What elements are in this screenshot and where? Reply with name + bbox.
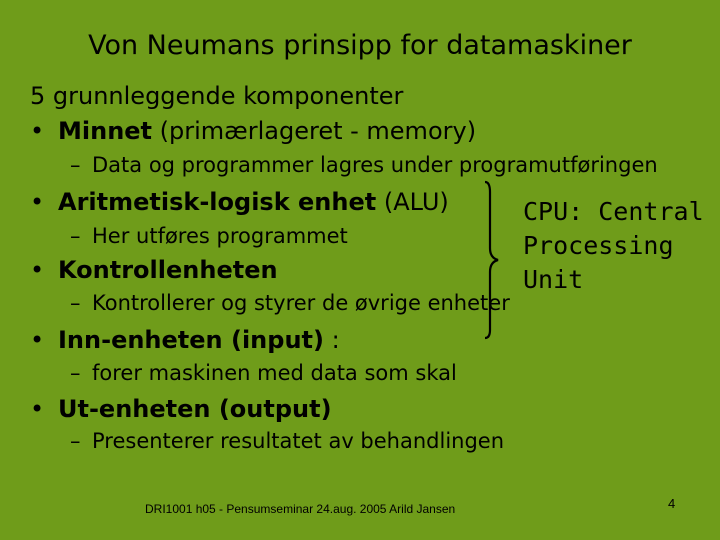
- sub-bullet-output: [70, 429, 504, 453]
- bullet-marker: •: [30, 117, 45, 145]
- sub-bullet-input: [70, 361, 457, 385]
- bullet-bold-text: Ut-enheten (output): [58, 395, 332, 423]
- bullet-marker: •: [30, 256, 45, 284]
- slide-title: Von Neumans prinsipp for datamaskiner: [88, 30, 632, 61]
- cpu-brace: [481, 180, 511, 340]
- intro-text: 5 grunnleggende komponenter: [30, 82, 404, 110]
- cpu-label: [523, 195, 704, 297]
- page-number: 4: [668, 496, 676, 511]
- sub-bullet-text: Her utføres programmet: [92, 224, 348, 248]
- bullet-item-alu: [30, 188, 449, 216]
- bullet-bold-text: Minnet: [58, 117, 153, 145]
- bullet-normal-text: (ALU): [376, 188, 449, 216]
- dash-marker: –: [70, 224, 81, 248]
- bullet-normal-text: :: [323, 326, 340, 354]
- cpu-label-line: Processing: [523, 231, 674, 260]
- cpu-label-line: CPU: Central: [523, 197, 704, 226]
- dash-marker: –: [70, 361, 81, 385]
- sub-bullet-control-unit: [70, 291, 510, 315]
- bullet-bold-text: Inn-enheten (input): [58, 326, 324, 354]
- bullet-bold-text: Aritmetisk-logisk enhet: [58, 188, 377, 216]
- bullet-marker: •: [30, 188, 45, 216]
- cpu-label-line: Unit: [523, 265, 584, 294]
- bullet-item-memory: [30, 117, 476, 145]
- bullet-marker: •: [30, 326, 45, 354]
- dash-marker: –: [70, 291, 81, 315]
- dash-marker: –: [70, 429, 81, 453]
- sub-bullet-text: Kontrollerer og styrer de øvrige enheter: [92, 291, 510, 315]
- sub-bullet-text: Data og programmer lagres under programutføringen: [92, 153, 658, 177]
- bullet-item-control-unit: [30, 256, 278, 284]
- dash-marker: –: [70, 153, 81, 177]
- bullet-item-output: [30, 395, 332, 423]
- sub-bullet-text: Presenterer resultatet av behandlingen: [92, 429, 505, 453]
- bullet-normal-text: (primærlageret - memory): [152, 117, 477, 145]
- sub-bullet-memory: [70, 153, 658, 177]
- bullet-marker: •: [30, 395, 45, 423]
- slide-footer: DRI1001 h05 - Pensumseminar 24.aug. 2005 Arild Jansen: [145, 502, 456, 516]
- sub-bullet-text: forer maskinen med data som skal: [92, 361, 457, 385]
- sub-bullet-alu: [70, 224, 348, 248]
- bullet-item-input: [30, 326, 340, 354]
- bullet-bold-text: Kontrollenheten: [58, 256, 278, 284]
